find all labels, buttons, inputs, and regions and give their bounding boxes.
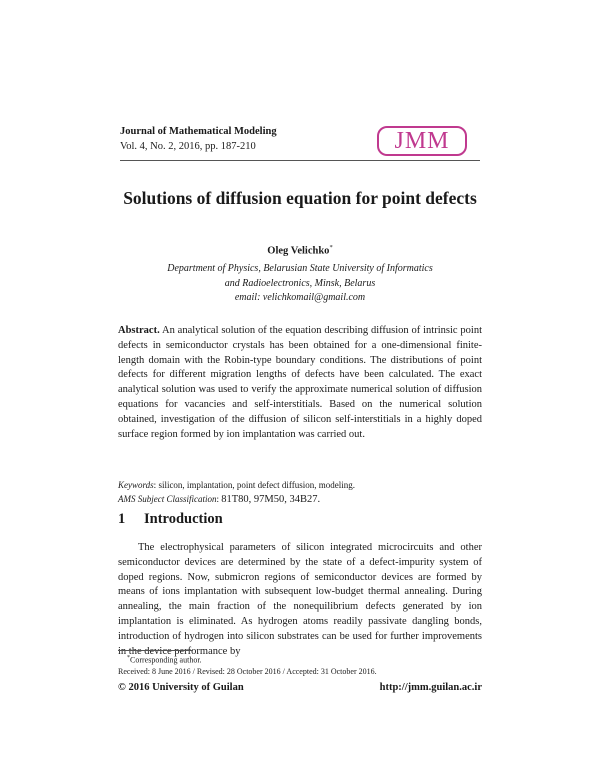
- journal-logo: JMM: [377, 126, 467, 156]
- affiliation-line-2: and Radioelectronics, Minsk, Belarus: [224, 277, 376, 289]
- keywords-label: Keywords: [118, 480, 154, 490]
- header-rule: [120, 160, 480, 161]
- author-mark: *: [329, 244, 333, 251]
- keywords-text: silicon, implantation, point defect diffusion, modeling.: [158, 480, 355, 490]
- ams-line: AMS Subject Classification: 81T80, 97M50, 34B27.: [118, 494, 321, 505]
- footnote-dates: Received: 8 June 2016 / Revised: 28 October 2016 / Accepted: 31 October 2016.: [118, 666, 377, 676]
- affiliation: [120, 262, 480, 306]
- copyright: © 2016 University of Guilan: [118, 682, 244, 693]
- section-title: Introduction: [144, 511, 223, 527]
- journal-name: Journal of Mathematical Modeling: [120, 126, 277, 137]
- paper-title: Solutions of diffusion equation for point defects: [123, 188, 477, 208]
- abstract-label: Abstract.: [118, 325, 160, 336]
- intro-paragraph: The electrophysical parameters of silicon integrated microcircuits and other semiconductor devices are determined by the state of a defect-impurity system of doped regions. Now, submicron regions of semiconductor devices are formed by means of ions implantation with subsequent low-budget thermal annealing. During annealing, the main fraction of the nonequilibrium defects generated by ion implantation is eliminated. As hydrogen atoms readily passivate dangling bonds, introduction of hydrogen into silicon substrates can be used for further improvements in the device performance by: [118, 542, 482, 657]
- author-email: email: velichkomail@gmail.com: [234, 292, 366, 303]
- journal-url[interactable]: http://jmm.guilan.ac.ir: [379, 682, 482, 693]
- ams-label: AMS Subject Classification: [118, 494, 217, 504]
- ams-codes: 81T80, 97M50, 34B27.: [221, 494, 321, 505]
- footnotes: [118, 653, 482, 677]
- footnote-corresponding-text: Corresponding author.: [130, 655, 202, 665]
- author-line: [120, 244, 480, 257]
- author-name: Oleg Velichko: [267, 245, 330, 257]
- keywords-line: Keywords: silicon, implantation, point defect diffusion, modeling.: [118, 480, 355, 490]
- volume-info: Vol. 4, No. 2, 2016, pp. 187-210: [120, 141, 256, 152]
- abstract-text: An analytical solution of the equation describing diffusion of intrinsic point defects in semiconductor crystals has been obtained for a one-dimensional finite-length domain with the Robin-type boundary conditions. The distributions of point defects for different migration lengths of defects have been calculated. The exact analytical solution was used to verify the approximate numerical solution of diffusion equations for vacancies and self-interstitials. Based on the numerical solution obtained, investigation of the diffusion of silicon self-interstitials in a highly doped surface region formed by ion implantation was carried out.: [118, 325, 482, 440]
- keywords-block: [118, 478, 482, 507]
- affiliation-line-1: Department of Physics, Belarusian State University of Informatics: [167, 263, 433, 274]
- footnote-corresponding: [118, 653, 482, 666]
- section-number: 1: [118, 511, 126, 527]
- footnote-mark: *: [127, 655, 130, 661]
- footnote-rule: [118, 650, 193, 651]
- abstract: [118, 324, 482, 442]
- section-heading: [118, 511, 223, 528]
